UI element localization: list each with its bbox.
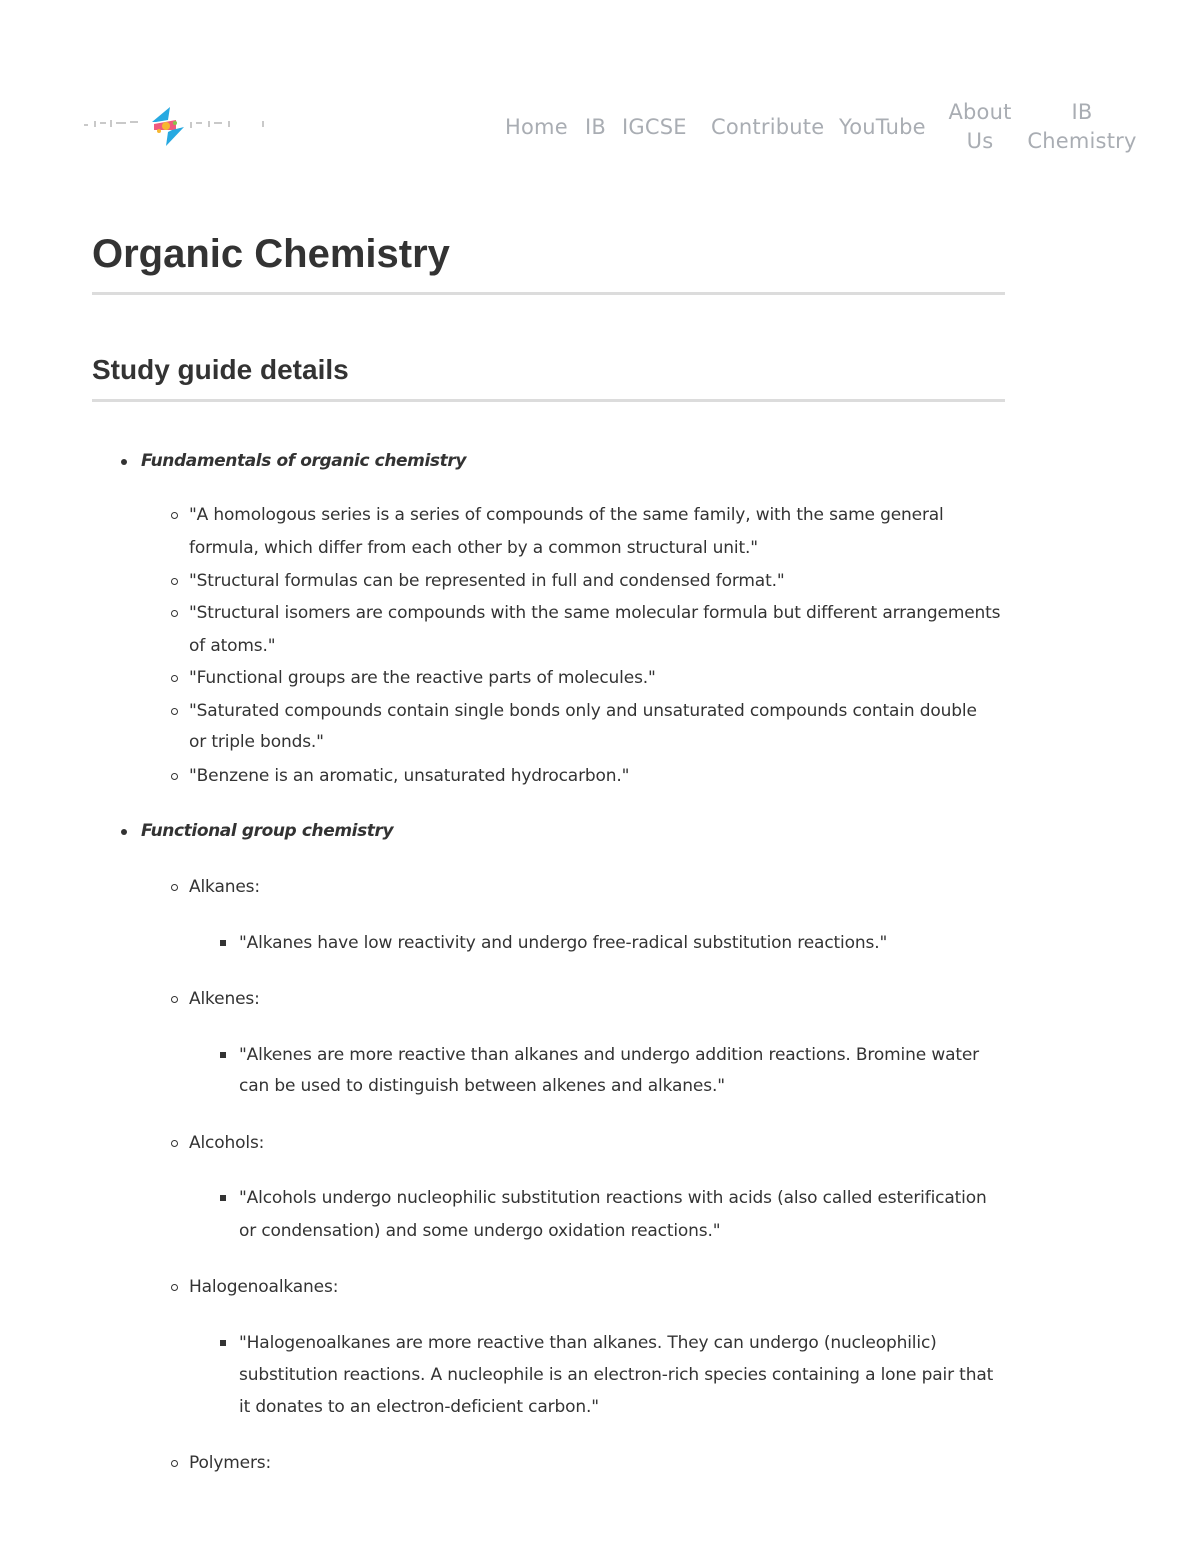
list-item: "A homologous series is a series of compounds of the same family, with the same general <box>189 505 944 525</box>
nav-igcse[interactable]: IGCSE <box>622 115 687 139</box>
list-bullet <box>171 675 178 682</box>
list-item: Alcohols: <box>189 1133 265 1153</box>
list-bullet <box>171 1284 178 1291</box>
list-bullet <box>171 884 178 891</box>
list-item: Alkanes: <box>189 877 260 897</box>
list-bullet <box>171 996 178 1003</box>
list-item: of atoms." <box>189 636 276 656</box>
nav-about-us-line1: About <box>948 100 1012 124</box>
nav-contribute[interactable]: Contribute <box>711 115 825 139</box>
list-bullet <box>220 1340 226 1346</box>
list-bullet <box>121 829 127 835</box>
list-item: Alkenes: <box>189 989 260 1009</box>
list-item: "Structural isomers are compounds with the same molecular formula but different arrangements <box>189 603 1001 623</box>
list-item: "Alkenes are more reactive than alkanes and undergo addition reactions. Bromine water <box>239 1045 979 1065</box>
list-item: "Benzene is an aromatic, unsaturated hydrocarbon." <box>189 766 630 786</box>
nav-ib[interactable]: IB <box>585 115 607 139</box>
list-bullet <box>171 512 178 519</box>
list-item: it donates to an electron-deficient carbon." <box>239 1397 599 1417</box>
list-item: "Saturated compounds contain single bonds only and unsaturated compounds contain double <box>189 701 977 721</box>
list-bullet <box>220 940 226 946</box>
list-item: or triple bonds." <box>189 732 324 752</box>
list-item: can be used to distinguish between alkenes and alkanes." <box>239 1076 725 1096</box>
list-bullet <box>220 1195 226 1201</box>
list-bullet <box>171 1140 178 1147</box>
list-bullet <box>171 1460 178 1467</box>
list-bullet <box>171 578 178 585</box>
list-item: "Structural formulas can be represented in full and condensed format." <box>189 571 785 591</box>
list-item: substitution reactions. A nucleophile is an electron-rich species containing a lone pair that <box>239 1365 994 1385</box>
section-title: Study guide details <box>92 354 349 385</box>
list-bullet <box>220 1052 226 1058</box>
topic-heading: Fundamentals of organic chemistry <box>141 451 467 471</box>
list-bullet <box>171 610 178 617</box>
list-item: "Halogenoalkanes are more reactive than alkanes. They can undergo (nucleophilic) <box>239 1333 937 1353</box>
list-item: formula, which differ from each other by a common structural unit." <box>189 538 758 558</box>
list-item: or condensation) and some undergo oxidation reactions." <box>239 1221 721 1241</box>
list-bullet <box>121 459 127 465</box>
nav-about-us-line2: Us <box>966 129 994 153</box>
topic-heading: Functional group chemistry <box>141 821 394 841</box>
list-item: "Alcohols undergo nucleophilic substitution reactions with acids (also called esterification <box>239 1188 987 1208</box>
list-bullet <box>171 708 178 715</box>
list-bullet <box>171 773 178 780</box>
nav-ib-chemistry-line1: IB <box>1071 100 1093 124</box>
list-item: Polymers: <box>189 1453 272 1473</box>
nav-youtube[interactable]: YouTube <box>839 115 926 139</box>
list-item: "Alkanes have low reactivity and undergo free-radical substitution reactions." <box>239 933 888 953</box>
nav-home[interactable]: Home <box>505 115 568 139</box>
page-title: Organic Chemistry <box>92 232 450 276</box>
list-item: "Functional groups are the reactive parts of molecules." <box>189 668 656 688</box>
list-item: Halogenoalkanes: <box>189 1277 339 1297</box>
nav-ib-chemistry-line2: Chemistry <box>1027 129 1137 153</box>
